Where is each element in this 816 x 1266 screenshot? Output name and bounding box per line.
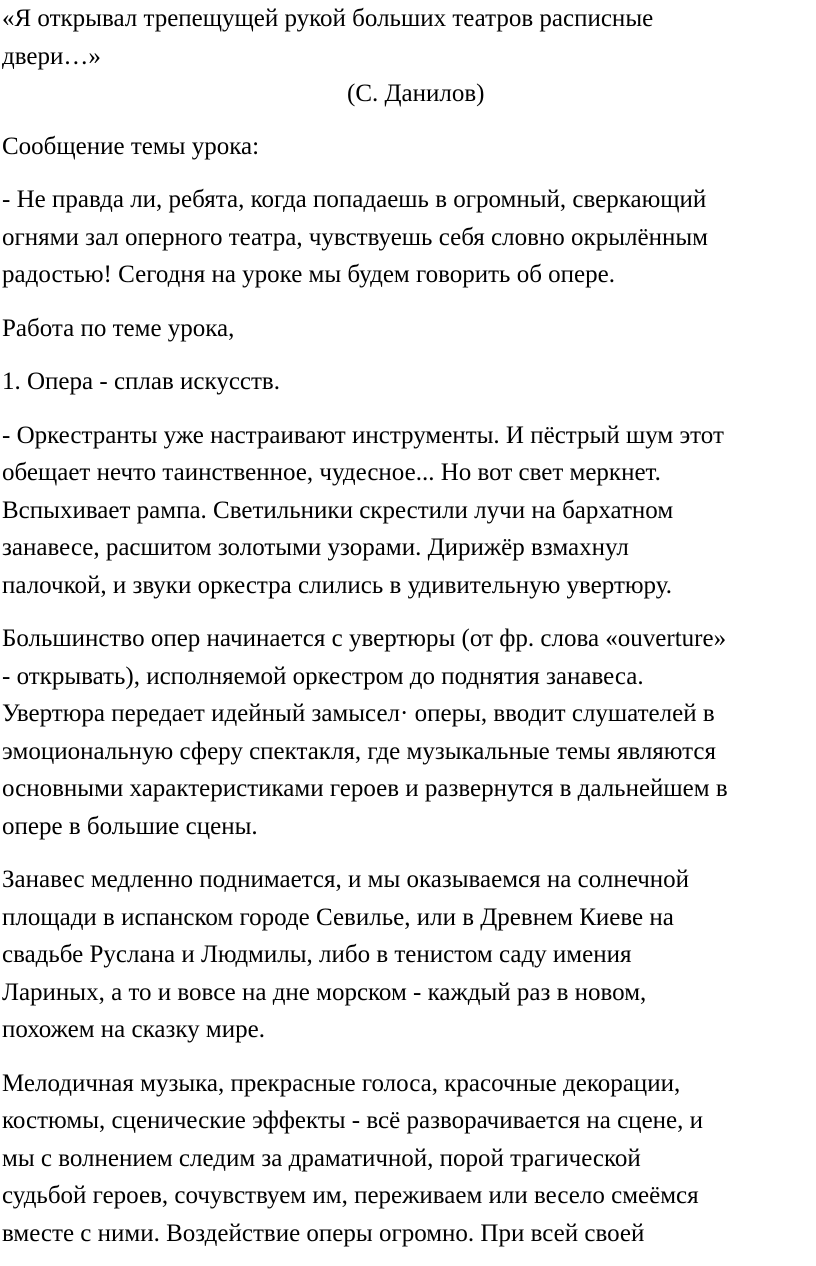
paragraph-line: - открывать), исполняемой оркестром до поднятия занавеса.	[2, 662, 644, 690]
paragraph-line: судьбой героев, сочувствуем им, переживаем или весело смеёмся	[2, 1182, 699, 1209]
paragraph-line: основными характеристиками героев и развернутся в дальнейшем в	[2, 775, 728, 802]
paragraph-line: 1. Опера - сплав искусств.	[2, 368, 280, 395]
paragraph-line: Занавес медленно поднимается, и мы оказываемся на солнечной	[2, 866, 690, 893]
paragraph-line: Лариных, а то и вовсе на дне морском - каждый раз в новом,	[2, 978, 647, 1006]
paragraph-line: мы с волнением следим за драматичной, порой трагической	[2, 1144, 641, 1172]
paragraph-line: Мелодичная музыка, прекрасные голоса, красочные декорации,	[2, 1069, 681, 1097]
paragraph-line: огнями зал оперного театра, чувствуешь себя словно окрылённым	[2, 223, 708, 251]
paragraph-line: Большинство опер начинается с увертюры (от фр. слова «ouverture»	[2, 625, 727, 652]
epigraph-attribution: (С. Данилов)	[347, 80, 485, 107]
paragraph-line: Увертюра передает идейный замысел· оперы, вводит слушателей в	[2, 700, 715, 727]
lesson-work-heading	[2, 310, 814, 348]
paragraph-line: костюмы, сценические эффекты - всё разворачивается на сцене, и	[2, 1107, 704, 1134]
paragraph-line: вместе с ними. Воздействие оперы огромно. При всей своей	[2, 1219, 645, 1247]
paragraph-line: похожем на сказку мире.	[2, 1016, 265, 1043]
paragraph-line: радостью! Сегодня на уроке мы будем говорить об опере.	[2, 261, 616, 288]
paragraph-line: эмоциональную сферу спектакля, где музыкальные темы являются	[2, 737, 716, 765]
paragraph-line: Работа по теме урока,	[2, 314, 235, 342]
overture-paragraph	[2, 620, 814, 845]
document-page	[2, 0, 814, 1252]
paragraph-line: Сообщение темы урока:	[2, 132, 260, 160]
paragraph-line: Вспыхивает рампа. Светильники скрестили лучи на бархатном	[2, 496, 674, 524]
paragraph-line: свадьбе Руслана и Людмилы, либо в тенистом саду имения	[2, 941, 632, 968]
paragraph-line: площади в испанском городе Севилье, или в Древнем Киеве на	[2, 903, 674, 931]
paragraph-line: обещает нечто таинственное, чудесное... Но вот свет меркнет.	[2, 459, 661, 486]
epigraph-line: двери…»	[2, 42, 101, 70]
paragraph-line: - Не правда ли, ребята, когда попадаешь в огромный, сверкающий	[2, 186, 707, 213]
lesson-topic-heading	[2, 128, 814, 166]
curtain-paragraph	[2, 861, 814, 1049]
paragraph-line: - Оркестранты уже настраивают инструменты. И пёстрый шум этот	[2, 421, 724, 449]
paragraph-line: палочкой, и звуки оркестра слились в удивительную увертюру.	[2, 571, 672, 599]
paragraph-line: занавесе, расшитом золотыми узорами. Дирижёр взмахнул	[2, 534, 629, 561]
epigraph	[2, 0, 814, 113]
intro-paragraph	[2, 181, 814, 294]
section-heading	[2, 363, 814, 401]
music-paragraph	[2, 1065, 814, 1253]
orchestra-paragraph	[2, 417, 814, 605]
epigraph-line: «Я открывал трепещущей рукой больших театров расписные	[2, 5, 654, 32]
paragraph-line: опере в большие сцены.	[2, 812, 258, 840]
